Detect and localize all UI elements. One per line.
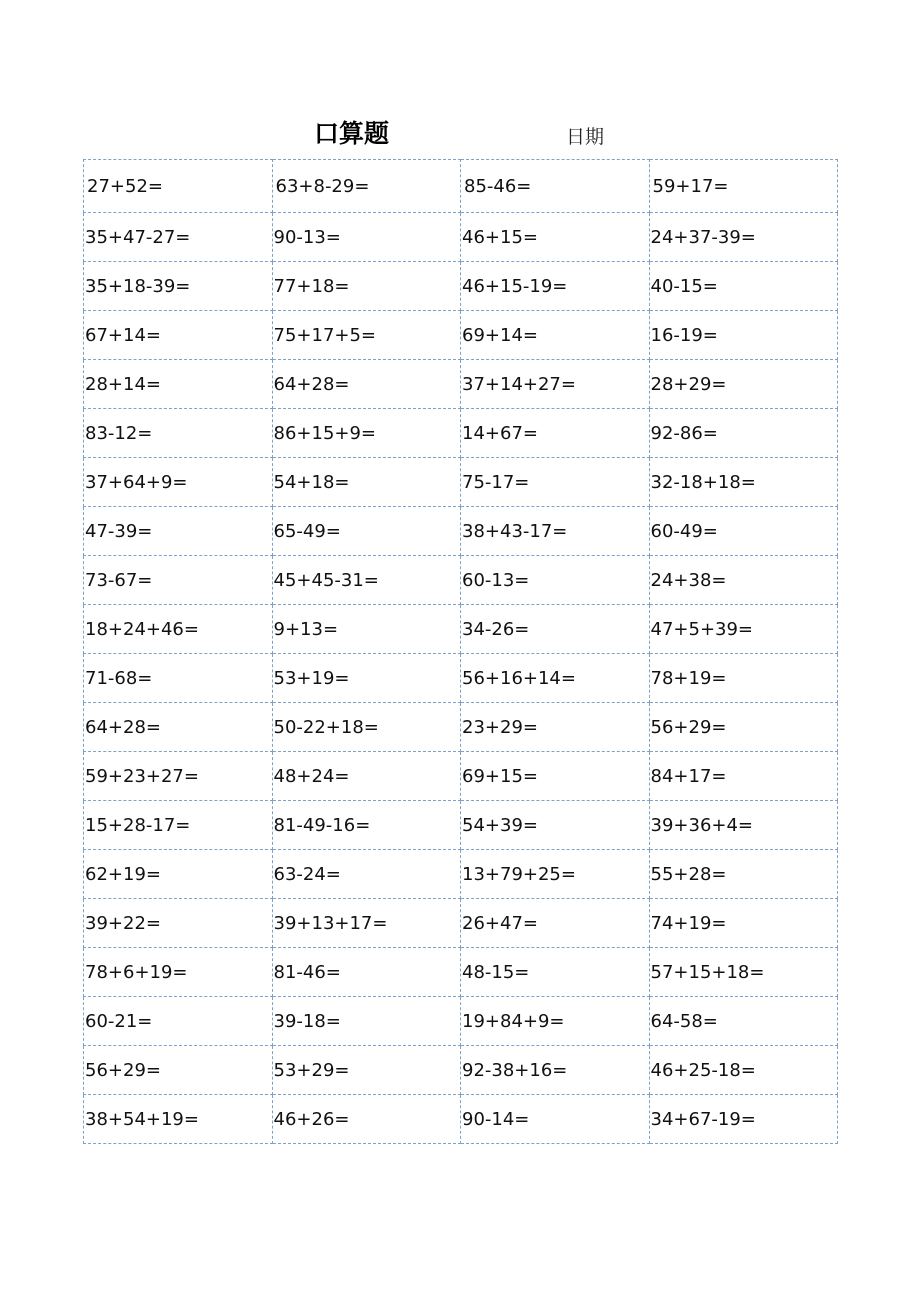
problem-cell: 24+38=: [649, 556, 838, 605]
problem-cell: 65-49=: [272, 507, 461, 556]
problem-cell: 54+18=: [272, 458, 461, 507]
problem-cell: 53+19=: [272, 654, 461, 703]
problem-cell: 13+79+25=: [461, 850, 650, 899]
problem-cell: 73-67=: [84, 556, 273, 605]
problem-cell: 71-68=: [84, 654, 273, 703]
problem-cell: 46+15=: [461, 213, 650, 262]
problem-row: [84, 752, 838, 801]
problem-row: [84, 899, 838, 948]
problem-cell: 60-21=: [84, 997, 273, 1046]
problem-cell: 83-12=: [84, 409, 273, 458]
problem-cell: 63-24=: [272, 850, 461, 899]
problem-row: [84, 948, 838, 997]
problem-cell: 16-19=: [649, 311, 838, 360]
problem-cell: 64+28=: [272, 360, 461, 409]
problem-cell: 39+13+17=: [272, 899, 461, 948]
problem-cell: 75+17+5=: [272, 311, 461, 360]
problem-cell: 39+36+4=: [649, 801, 838, 850]
date-label: 日期: [566, 126, 605, 148]
problem-cell: 90-14=: [461, 1095, 650, 1144]
problem-cell: 53+29=: [272, 1046, 461, 1095]
problem-cell: 59+17=: [649, 160, 838, 213]
problem-row: [84, 262, 838, 311]
problem-cell: 34-26=: [461, 605, 650, 654]
problem-cell: 63+8-29=: [272, 160, 461, 213]
problem-cell: 64-58=: [649, 997, 838, 1046]
problem-cell: 47+5+39=: [649, 605, 838, 654]
problem-cell: 45+45-31=: [272, 556, 461, 605]
problem-cell: 9+13=: [272, 605, 461, 654]
problem-cell: 38+43-17=: [461, 507, 650, 556]
problem-cell: 56+29=: [84, 1046, 273, 1095]
problem-cell: 18+24+46=: [84, 605, 273, 654]
problem-cell: 78+19=: [649, 654, 838, 703]
problem-row: [84, 360, 838, 409]
problem-cell: 60-13=: [461, 556, 650, 605]
problem-row: [84, 997, 838, 1046]
problem-cell: 24+37-39=: [649, 213, 838, 262]
problem-cell: 19+84+9=: [461, 997, 650, 1046]
problem-row: [84, 556, 838, 605]
problem-cell: 14+67=: [461, 409, 650, 458]
problem-cell: 75-17=: [461, 458, 650, 507]
problem-cell: 37+14+27=: [461, 360, 650, 409]
problem-cell: 90-13=: [272, 213, 461, 262]
problem-cell: 50-22+18=: [272, 703, 461, 752]
problem-cell: 54+39=: [461, 801, 650, 850]
problem-row: [84, 850, 838, 899]
problem-cell: 69+14=: [461, 311, 650, 360]
problem-cell: 48-15=: [461, 948, 650, 997]
problem-cell: 56+16+14=: [461, 654, 650, 703]
problem-cell: 81-49-16=: [272, 801, 461, 850]
problem-row: [84, 654, 838, 703]
problem-row: [84, 311, 838, 360]
problem-row: [84, 1046, 838, 1095]
problem-row: [84, 1095, 838, 1144]
problem-cell: 28+14=: [84, 360, 273, 409]
problem-cell: 92-86=: [649, 409, 838, 458]
problem-row: [84, 507, 838, 556]
problem-row: [84, 160, 838, 213]
problem-cell: 74+19=: [649, 899, 838, 948]
problem-cell: 46+26=: [272, 1095, 461, 1144]
problem-cell: 59+23+27=: [84, 752, 273, 801]
problem-cell: 28+29=: [649, 360, 838, 409]
problem-cell: 78+6+19=: [84, 948, 273, 997]
problem-row: [84, 703, 838, 752]
worksheet-title: 口算题: [314, 119, 390, 148]
problem-cell: 39-18=: [272, 997, 461, 1046]
problem-cell: 57+15+18=: [649, 948, 838, 997]
problem-cell: 32-18+18=: [649, 458, 838, 507]
problem-cell: 55+28=: [649, 850, 838, 899]
problem-cell: 92-38+16=: [461, 1046, 650, 1095]
problem-cell: 69+15=: [461, 752, 650, 801]
problem-cell: 23+29=: [461, 703, 650, 752]
problem-cell: 64+28=: [84, 703, 273, 752]
problem-cell: 40-15=: [649, 262, 838, 311]
problem-cell: 35+47-27=: [84, 213, 273, 262]
problem-grid: [83, 159, 838, 1144]
problem-cell: 47-39=: [84, 507, 273, 556]
problem-row: [84, 458, 838, 507]
problem-cell: 86+15+9=: [272, 409, 461, 458]
problem-cell: 60-49=: [649, 507, 838, 556]
problem-row: [84, 213, 838, 262]
problem-cell: 67+14=: [84, 311, 273, 360]
problem-cell: 46+25-18=: [649, 1046, 838, 1095]
problem-cell: 84+17=: [649, 752, 838, 801]
problem-grid-body: [84, 160, 838, 1144]
problem-cell: 62+19=: [84, 850, 273, 899]
problem-row: [84, 409, 838, 458]
problem-cell: 38+54+19=: [84, 1095, 273, 1144]
problem-cell: 39+22=: [84, 899, 273, 948]
problem-cell: 26+47=: [461, 899, 650, 948]
problem-cell: 15+28-17=: [84, 801, 273, 850]
problem-cell: 48+24=: [272, 752, 461, 801]
problem-cell: 34+67-19=: [649, 1095, 838, 1144]
problem-cell: 81-46=: [272, 948, 461, 997]
problem-cell: 85-46=: [461, 160, 650, 213]
problem-row: [84, 801, 838, 850]
problem-cell: 56+29=: [649, 703, 838, 752]
problem-cell: 35+18-39=: [84, 262, 273, 311]
problem-cell: 77+18=: [272, 262, 461, 311]
problem-cell: 46+15-19=: [461, 262, 650, 311]
problem-cell: 27+52=: [84, 160, 273, 213]
problem-row: [84, 605, 838, 654]
problem-cell: 37+64+9=: [84, 458, 273, 507]
